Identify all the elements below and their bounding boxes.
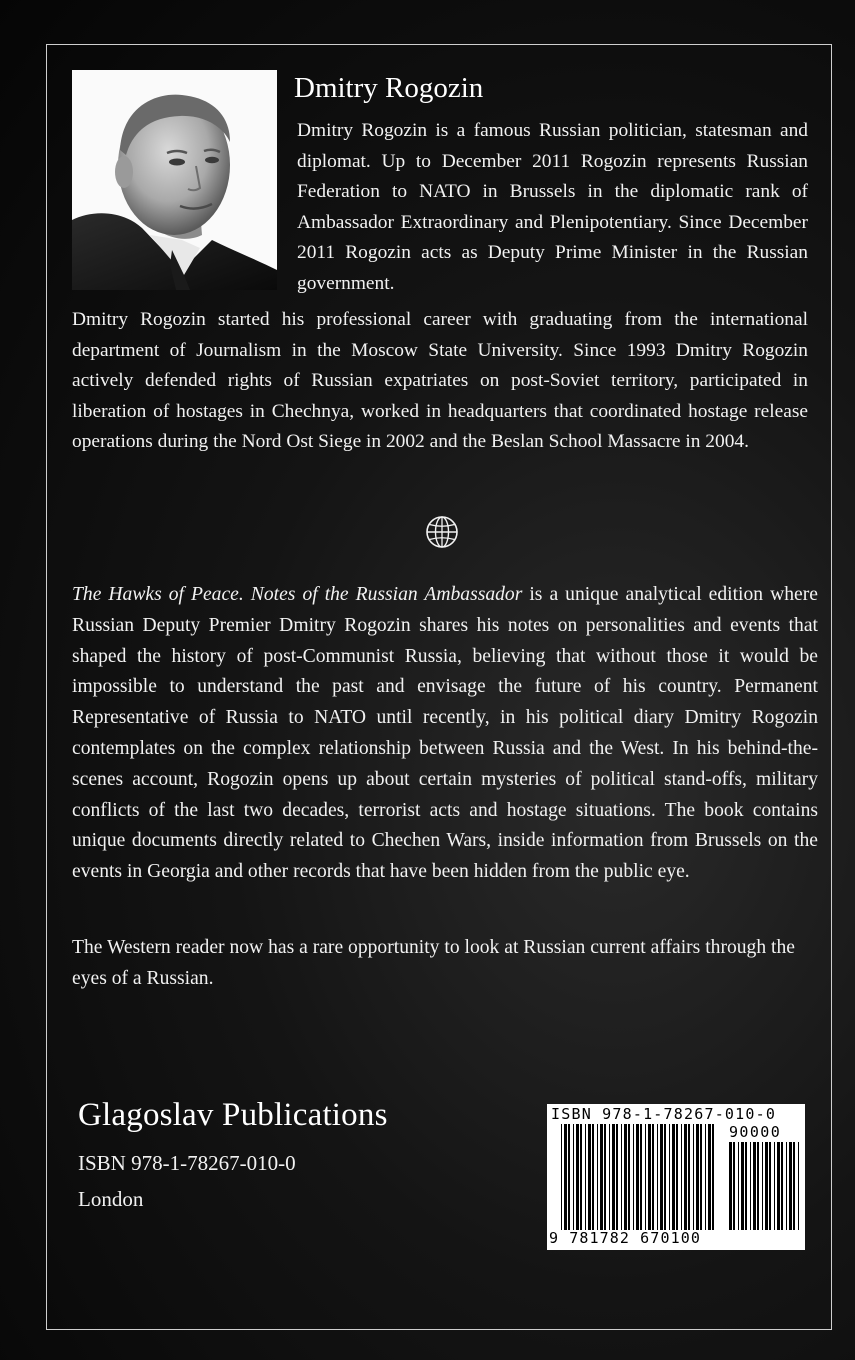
author-name: Dmitry Rogozin [294, 72, 484, 104]
barcode-bar [769, 1142, 771, 1230]
barcode-addon-digits: 90000 [729, 1123, 782, 1141]
author-portrait-icon [72, 70, 277, 290]
barcode-bar [621, 1124, 622, 1230]
globe-icon [425, 515, 459, 549]
barcode-bar [648, 1124, 651, 1230]
barcode-bar [750, 1142, 751, 1230]
barcode-bar [693, 1124, 694, 1230]
barcode-bar [781, 1142, 783, 1230]
barcode-bar [753, 1142, 756, 1230]
barcode-bar [624, 1124, 627, 1230]
barcode-bar [757, 1142, 759, 1230]
publisher-name: Glagoslav Publications [78, 1097, 388, 1133]
barcode-bar [708, 1124, 711, 1230]
barcode-bar [561, 1124, 562, 1230]
barcode-bar [712, 1124, 714, 1230]
barcode-bar [672, 1124, 675, 1230]
barcode-bar [786, 1142, 787, 1230]
barcode-bar [676, 1124, 678, 1230]
publisher-city: London [78, 1187, 144, 1211]
closing-paragraph: The Western reader now has a rare opportunity to look at Russian current affairs through the eyes of a Russian. [72, 937, 795, 989]
barcode-bar [789, 1142, 792, 1230]
book-description-body: is a unique analytical edition where Russian Deputy Premier Dmitry Rogozin shares his notes on personalities and events that shaped the history of post-Communist Russia, believing that without those it would be impossible to understand the past and envisage the future of his country. Permanent Representative of Russia to NATO until recently, in his political diary Dmitry Rogozin contemplates on the complex relationship between Russia and the West. In his behind-the-scenes account, Rogozin opens up about certain mysteries of political stand-offs, military conflicts of the last two decades, terrorist acts and hostage situations. The book contains unique documents directly related to Chechen Wars, inside information from Brussels on the events in Georgia and other records that have been hidden from the public eye. [72, 584, 818, 883]
barcode-bar [600, 1124, 603, 1230]
author-bio-career: Dmitry Rogozin started his professional career with graduating from the international department of Journalism in the Moscow State University. Since 1993 Dmitry Rogozin actively defended rights of Russian expatriates on post-Soviet territory, participated in liberation of hostages in Chechnya, worked in headquarters that coordinated hostage release operations during the Nord Ost Siege in 2002 and the Beslan School Massacre in 2004. [72, 309, 808, 452]
isbn-barcode [547, 1104, 805, 1250]
barcode-bar [636, 1124, 639, 1230]
barcode-bar [729, 1142, 732, 1230]
barcode-bar [628, 1124, 630, 1230]
barcode-bar [568, 1124, 570, 1230]
barcode-bar [585, 1124, 586, 1230]
barcode-bar [705, 1124, 706, 1230]
barcode-bar [688, 1124, 690, 1230]
barcode-bar [793, 1142, 795, 1230]
barcode-bar [657, 1124, 658, 1230]
author-bio-intro: Dmitry Rogozin is a famous Russian politician, statesman and diplomat. Up to December 2011 Rogozin represents Russian Federation to NATO in Brussels in the diplomatic rank of Ambassador Extraordinary and Plenipotentiary. Since December 2011 Rogozin acts as Deputy Prime Minister in the Russian government. [297, 120, 808, 294]
barcode-bar [597, 1124, 598, 1230]
barcode-bar [645, 1124, 646, 1230]
barcode-bar [604, 1124, 606, 1230]
barcode-bar [564, 1124, 567, 1230]
barcode-bar [762, 1142, 763, 1230]
barcode-bar [588, 1124, 591, 1230]
publisher-isbn: ISBN 978-1-78267-010-0 [78, 1151, 296, 1175]
barcode-bar [640, 1124, 642, 1230]
barcode-bar [733, 1142, 735, 1230]
barcode-bar [580, 1124, 582, 1230]
barcode-bar [738, 1142, 739, 1230]
book-description [72, 580, 818, 888]
barcode-bar [652, 1124, 654, 1230]
barcode-bar [669, 1124, 670, 1230]
barcode-bar [696, 1124, 699, 1230]
barcode-bar [798, 1142, 799, 1230]
barcode-digits: 9 781782 670100 [549, 1229, 701, 1247]
barcode-bar [741, 1142, 744, 1230]
barcode-bar [592, 1124, 594, 1230]
barcode-bar [774, 1142, 775, 1230]
barcode-bar [660, 1124, 663, 1230]
book-title: The Hawks of Peace. Notes of the Russian Ambassador [72, 584, 523, 605]
barcode-bar [777, 1142, 780, 1230]
barcode-bar [612, 1124, 615, 1230]
barcode-isbn-label: ISBN 978-1-78267-010-0 [551, 1105, 777, 1123]
barcode-bar [573, 1124, 574, 1230]
barcode-bar [616, 1124, 618, 1230]
barcode-bar [765, 1142, 768, 1230]
barcode-bar [684, 1124, 687, 1230]
barcode-bar [700, 1124, 702, 1230]
barcode-bar [633, 1124, 634, 1230]
barcode-bar [609, 1124, 610, 1230]
author-photo [72, 70, 277, 290]
barcode-bar [664, 1124, 666, 1230]
barcode-bar [576, 1124, 579, 1230]
barcode-bar [745, 1142, 747, 1230]
barcode-bar [681, 1124, 682, 1230]
